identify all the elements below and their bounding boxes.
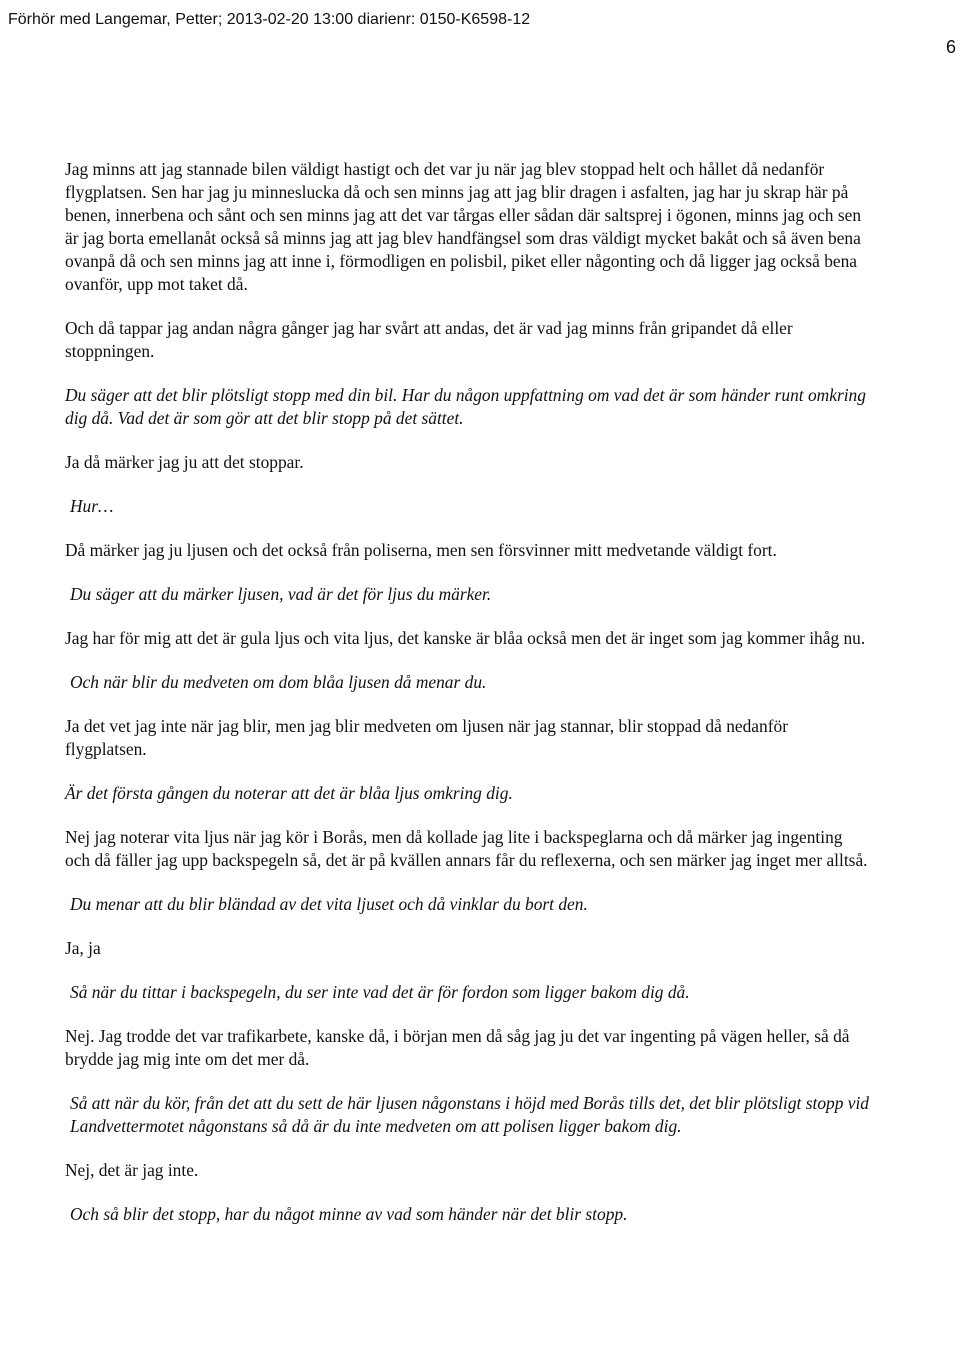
answer-paragraph: Och då tappar jag andan några gånger jag har svårt att andas, det är vad jag minns från gripandet då eller stoppningen. bbox=[65, 318, 793, 361]
document-header: Förhör med Langemar, Petter; 2013-02-20 13:00 diarienr: 0150-K6598-12 bbox=[8, 11, 531, 28]
question-paragraph: Du säger att du märker ljusen, vad är det för ljus du märker. bbox=[70, 584, 492, 604]
question-paragraph: Så att när du kör, från det att du sett de här ljusen någonstans i höjd med Borås tills det, det blir plötsligt stopp vid Landvettermotet någonstans så då är du inte medveten om att polisen ligger bakom dig. bbox=[70, 1093, 870, 1136]
answer-paragraph: Jag minns att jag stannade bilen väldigt hastigt och det var ju när jag blev stoppad helt och hållet då nedanför flygplatsen. Sen har jag ju minneslucka då och sen minns jag att jag blir dragen i asfalten, jag har ju skrap här på benen, innerbena och sånt och sen minns jag att det var tårgas eller sådan där saltsprej i ögonen, minns jag och sen är jag borta emellanåt också så minns jag att jag blev handfängsel som dras väldigt mycket bakåt och så även bena ovanpå då och sen minns jag att inne i, förmodligen en polisbil, piket eller någonting och då ligger jag också bena ovanför, upp mot taket då. bbox=[65, 159, 862, 294]
question-paragraph: Så när du tittar i backspegeln, du ser inte vad det är för fordon som ligger bakom dig då. bbox=[70, 982, 690, 1002]
answer-paragraph: Nej. Jag trodde det var trafikarbete, kanske då, i början men då såg jag ju det var ingenting på vägen heller, så då brydde jag mig inte om det mer då. bbox=[65, 1026, 850, 1069]
answer-paragraph: Jag har för mig att det är gula ljus och vita ljus, det kanske är blåa också men det är inget som jag kommer ihåg nu. bbox=[65, 628, 866, 648]
answer-paragraph: Ja det vet jag inte när jag blir, men jag blir medveten om ljusen när jag stannar, blir stoppad då nedanför flygplatsen. bbox=[65, 716, 788, 759]
answer-paragraph: Då märker jag ju ljusen och det också från poliserna, men sen försvinner mitt medvetande väldigt fort. bbox=[65, 540, 777, 560]
answer-paragraph: Nej, det är jag inte. bbox=[65, 1160, 199, 1180]
question-paragraph: Är det första gången du noterar att det är blåa ljus omkring dig. bbox=[65, 783, 513, 803]
answer-paragraph: Ja, ja bbox=[65, 938, 101, 958]
question-paragraph: Och när blir du medveten om dom blåa ljusen då menar du. bbox=[70, 672, 487, 692]
question-paragraph: Du menar att du blir bländad av det vita ljuset och då vinklar du bort den. bbox=[70, 894, 588, 914]
question-paragraph: Du säger att det blir plötsligt stopp med din bil. Har du någon uppfattning om vad det är som händer runt omkring dig då. Vad det är som gör att det blir stopp på det sättet. bbox=[65, 385, 866, 428]
interrogation-transcript bbox=[65, 158, 870, 1247]
question-paragraph: Hur… bbox=[70, 496, 114, 516]
question-paragraph: Och så blir det stopp, har du något minne av vad som händer när det blir stopp. bbox=[70, 1204, 628, 1224]
answer-paragraph: Nej jag noterar vita ljus när jag kör i Borås, men då kollade jag lite i backspeglarna och då märker jag ingenting och då fäller jag upp backspegeln så, det är på kvällen annars får du reflexerna, och sen märker jag inget mer alltså. bbox=[65, 827, 868, 870]
answer-paragraph: Ja då märker jag ju att det stoppar. bbox=[65, 452, 304, 472]
page-number: 6 bbox=[945, 37, 956, 57]
